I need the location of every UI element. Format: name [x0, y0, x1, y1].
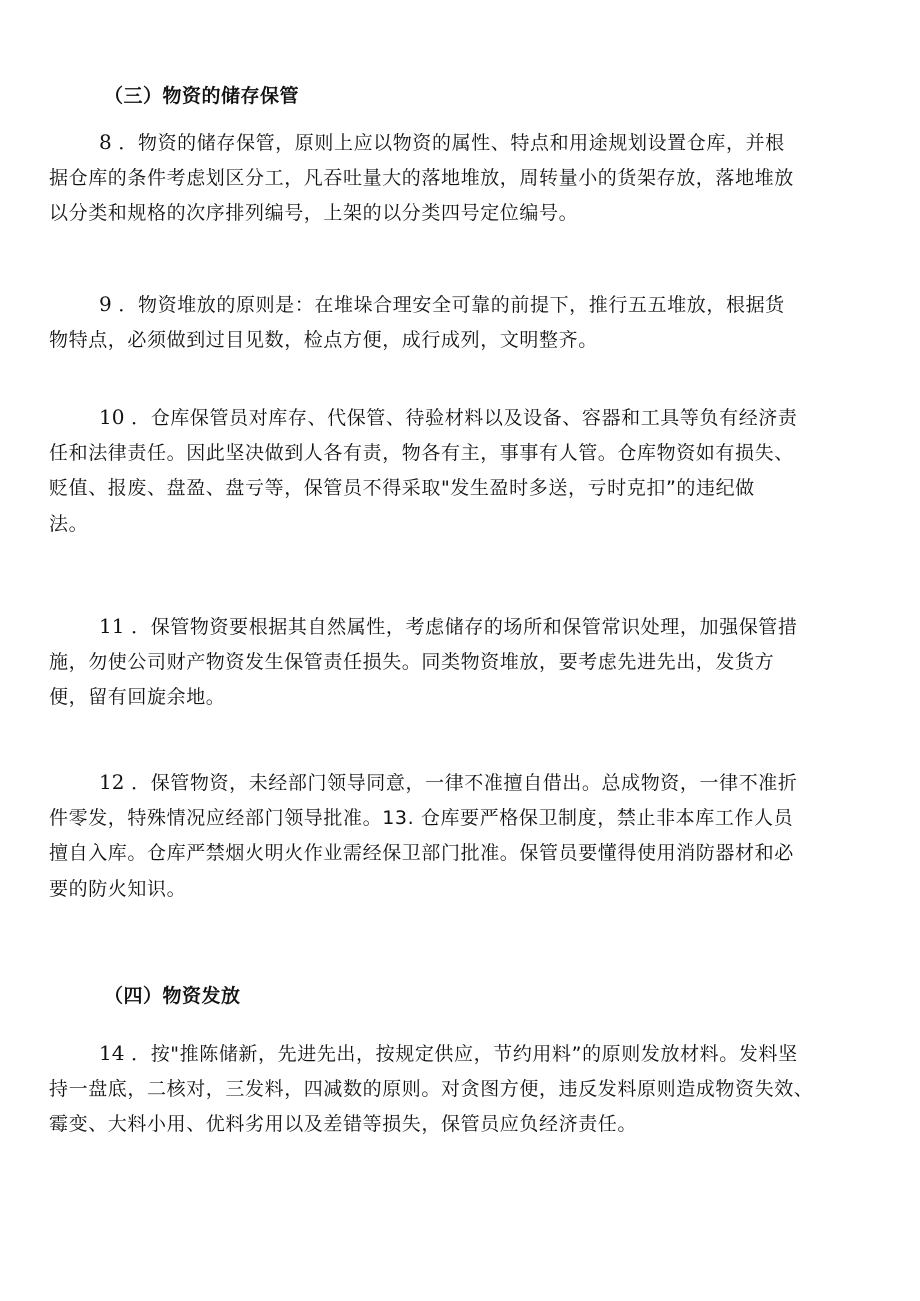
paragraph-9 — [49, 287, 879, 358]
item-number: 14 — [99, 1041, 125, 1065]
item-number: 12 — [99, 770, 125, 794]
paragraph-line: 以分类和规格的次序排列编号，上架的以分类四号定位编号。 — [49, 202, 579, 224]
paragraph-line: 施，勿使公司财产物资发生保管责任损失。同类物资堆放，要考虑先进先出，发货方 — [49, 650, 775, 673]
line-text: ．物资堆放的原则是：在堆垛合理安全可靠的前提下，推行五五堆放，根据货 — [111, 294, 785, 316]
line-text: ．仓库保管员对库存、代保管、待验材料以及设备、容器和工具等负有经济责 — [124, 407, 798, 429]
paragraph-line: 便，留有回旋余地。 — [49, 686, 226, 708]
paragraph-line: 任和法律责任。因此坚决做到人各有责，物各有主，事事有人管。仓库物资如有损失、 — [49, 441, 794, 464]
paragraph-line: 件零发，特殊情况应经部门领导批准。13. 仓库要严格保卫制度，禁止非本库工作人员 — [49, 806, 794, 829]
paragraph-8 — [49, 125, 879, 232]
paragraph-line: 法。 — [49, 512, 89, 535]
line-text: ．按"推陈储新，先进先出，按规定供应，节约用料”的原则发放材料。发料坚 — [124, 1043, 798, 1065]
paragraph-line: 据仓库的条件考虑划区分工，凡吞吐量大的落地堆放，周转量小的货架存放，落地堆放 — [49, 166, 794, 189]
paragraph-14 — [49, 1036, 879, 1143]
paragraph-line — [49, 287, 879, 323]
paragraph-12 — [49, 765, 879, 907]
paragraph-10 — [49, 400, 879, 542]
line-text: ．保管物资，未经部门领导同意，一律不准擅自借出。总成物资，一律不准折 — [124, 772, 798, 794]
paragraph-line — [49, 609, 879, 645]
item-number: 11 — [99, 614, 125, 638]
paragraph-11 — [49, 609, 879, 716]
line-text: ．物资的储存保管，原则上应以物资的属性、特点和用途规划设置仓库，并根 — [111, 132, 785, 154]
paragraph-line — [49, 1036, 879, 1072]
paragraph-line: 要的防火知识。 — [49, 877, 187, 900]
paragraph-line: 物特点，必须做到过目见数，检点方便，成行成列，文明整齐。 — [49, 328, 598, 351]
line-text: ．保管物资要根据其自然属性，考虑储存的场所和保管常识处理，加强保管措 — [124, 616, 798, 638]
item-number: 10 — [99, 405, 125, 429]
paragraph-line: 持一盘底，二核对，三发料，四减数的原则。对贪图方便，违反发料原则造成物资失效、 — [49, 1077, 814, 1100]
item-number: 8 — [99, 130, 112, 154]
paragraph-line — [49, 125, 879, 161]
section-heading-distribution: （四）物资发放 — [104, 985, 241, 1007]
paragraph-line: 霉变、大料小用、优料劣用以及差错等损失，保管员应负经济责任。 — [49, 1113, 638, 1135]
item-number: 9 — [99, 292, 112, 316]
paragraph-line — [49, 765, 879, 801]
paragraph-line: 贬值、报废、盘盈、盘亏等，保管员不得采取"发生盈时多送，亏时克扣”的违纪做 — [49, 477, 755, 499]
section-heading-storage: （三）物资的储存保管 — [104, 85, 300, 107]
paragraph-line: 擅自入库。仓库严禁烟火明火作业需经保卫部门批准。保管员要懂得使用消防器材和必 — [49, 842, 794, 864]
paragraph-line — [49, 400, 879, 436]
